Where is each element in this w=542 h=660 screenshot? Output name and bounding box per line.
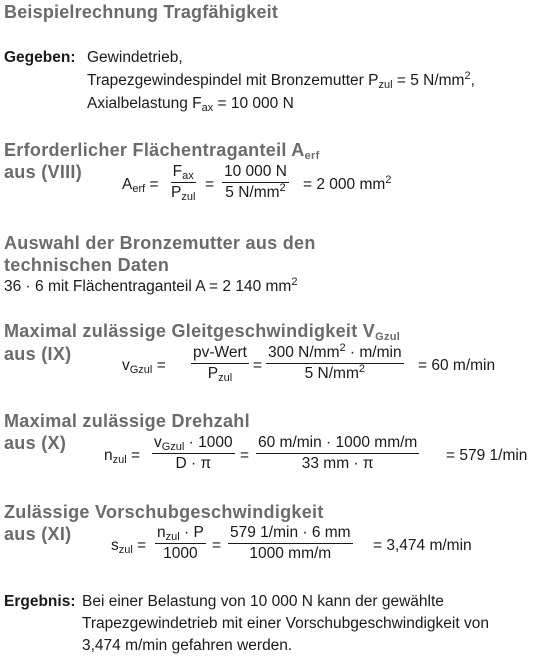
formula-3-result: = 60 m/min — [418, 357, 496, 374]
given-line-1: Gewindetrieb, — [87, 49, 183, 66]
result-line-2: Trapezgewindetrieb mit einer Vorschubgeschwindigkeit von — [82, 615, 489, 632]
formula-3-lhs: $v_{Gzul}$ = — [122, 357, 166, 376]
formula-5-lhs: $s_{zul}$ = — [111, 537, 147, 556]
formula-4-result: = 579 1/min — [446, 447, 528, 464]
formula-1-fraction-2: $\frac{10 000 N}{5 N/mm^2}$ — [224, 163, 287, 201]
given-label: Gegeben: — [4, 49, 76, 66]
formula-1-result: = 2 000 $mm^2$ — [303, 174, 392, 193]
given-line-3: Axialbelastung $F_{ax} = 10$ 000 N — [87, 95, 294, 114]
section-1-heading: Erforderlicher Flächentraganteil $A_{erf}$ — [4, 140, 320, 162]
section-2-heading: Auswahl der Bronzemutter aus den — [4, 233, 316, 253]
formula-4-fraction-1: $v_{Gzul} \cdot 1000$ D · π — [154, 434, 233, 472]
formula-4-eq: = — [240, 447, 250, 464]
formula-5-fraction-2: 579 1/min · 6 mm 1000 mm/m — [230, 524, 351, 562]
formula-5-result: = 3,474 m/min — [373, 537, 472, 554]
formula-1-fraction-1: $F_{ax}$ $P_{zul}$ — [171, 163, 196, 203]
section-5-subheading: aus (XI) — [4, 524, 72, 544]
formula-5-eq: = — [212, 537, 222, 554]
section-2-text: 36 · 6 mit Flächentraganteil A = 2 140 $mm^2$ — [4, 276, 298, 295]
formula-5-fraction-1: $n_{zul} \cdot P$ 1000 — [157, 524, 204, 562]
result-line-3: 3,474 m/min gefahren werden. — [82, 637, 293, 654]
section-4-heading: Maximal zulässige Drehzahl — [4, 411, 250, 431]
formula-1-eq: = — [205, 176, 215, 193]
section-3-heading: Maximal zulässige Gleitgeschwindigkeit $V_{Gzul}$ — [4, 321, 401, 343]
formula-1-lhs: $A_{erf}$ = — [122, 176, 159, 195]
formula-4-fraction-2: 60 m/min · 1000 mm/m 33 mm · π — [258, 434, 418, 472]
formula-3-fraction-2: 300 $N/mm^2 \cdot m/\min$ 5 $N/mm^2$ — [268, 342, 402, 382]
section-3-subheading: aus (IX) — [4, 344, 72, 364]
section-2-subheading: technischen Daten — [4, 255, 170, 275]
page-title: Beispielrechnung Tragfähigkeit — [4, 2, 279, 22]
result-line-1: Bei einer Belastung von 10 000 N kann der gewählte — [82, 593, 444, 610]
section-4-subheading: aus (X) — [4, 433, 67, 453]
formula-3-eq: = — [253, 357, 263, 374]
section-1-subheading: aus (VIII) — [4, 162, 83, 182]
section-5-heading: Zulässige Vorschubgeschwindigkeit — [4, 502, 324, 522]
given-line-2: Trapezgewindespindel mit Bronzemutter $P_{zul} = 5$ $N/mm^2$, — [87, 70, 475, 91]
formula-4-lhs: $n_{zul}$ = — [104, 447, 141, 466]
result-label: Ergebnis: — [4, 593, 76, 610]
formula-3-fraction-1: pv-Wert $P_{zul}$ — [193, 344, 247, 384]
